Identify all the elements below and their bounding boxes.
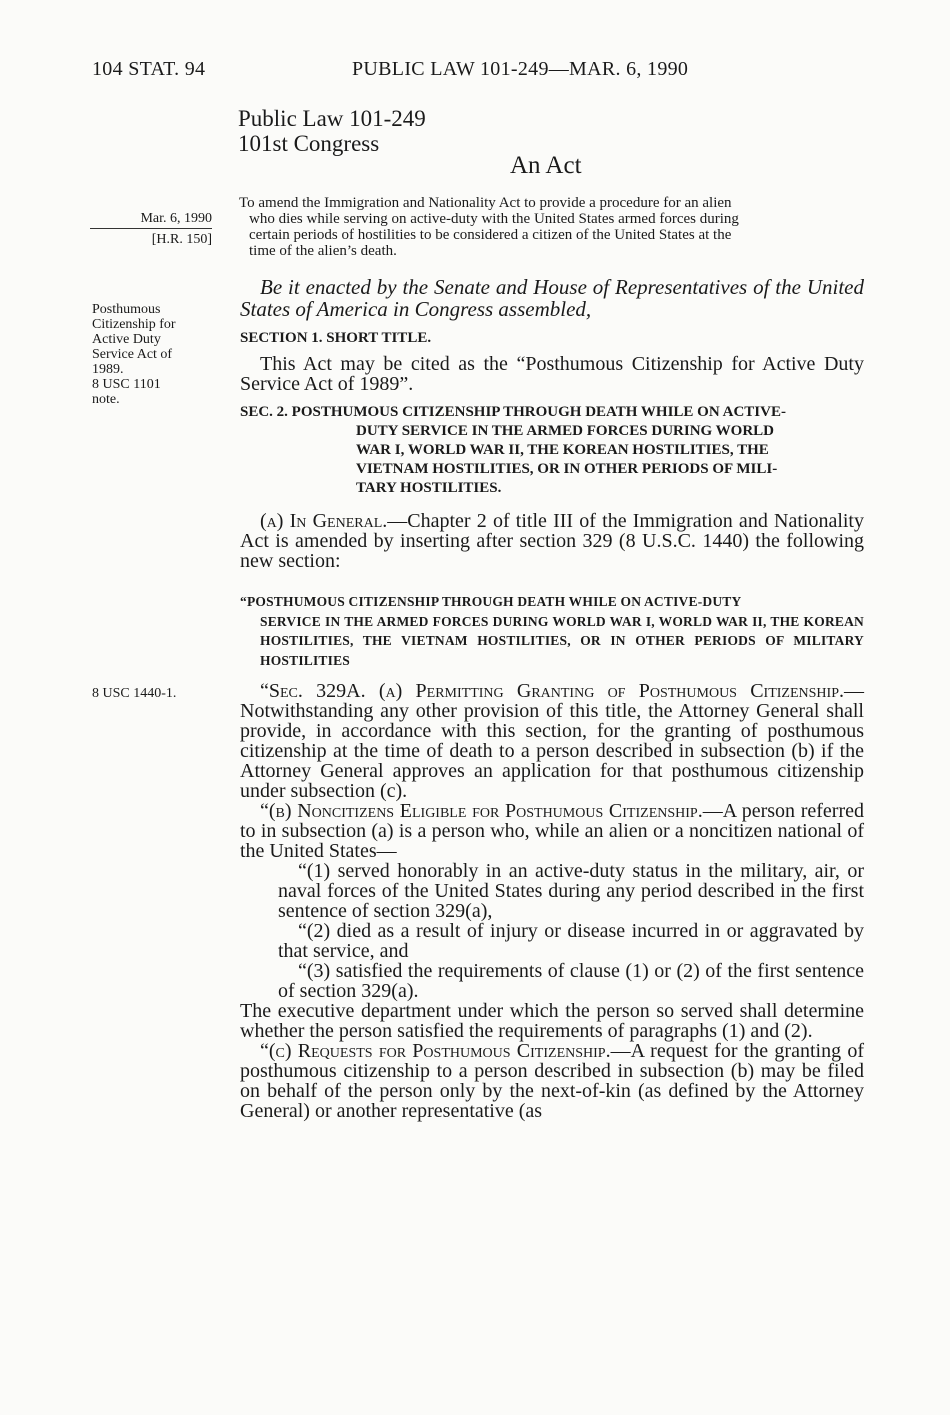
law-title-block <box>238 106 426 156</box>
purpose-line: time of the alien’s death. <box>249 243 397 259</box>
margin-short-title-note <box>92 302 210 407</box>
public-law-number: Public Law 101-249 <box>238 106 426 131</box>
clause-1 <box>240 861 864 921</box>
section-2-heading <box>240 403 864 498</box>
subsection-329a-a-text: —Notwithstanding any other provision of this title, the Attorney General shall provide, in accordance with this section, for the granting of posthumous citizenship at the time of death to a person described in subsection (b) if the Attorney General approves an application for that posthumous citizenship under subsection (c). <box>240 680 864 802</box>
section-1-text: This Act may be cited as the “Posthumous Citizenship for Active Duty Service Act of 1989”. <box>240 353 864 395</box>
clause-3 <box>240 961 864 1001</box>
margin-note-line: Posthumous <box>92 302 161 317</box>
subsection-329a-c-label: “(c) Requests for Posthumous Citizenship. <box>260 1040 611 1062</box>
congress-label: 101st Congress <box>238 131 380 156</box>
subsection-329a-b-text: —A person referred to in subsection (a) is a person who, while an alien or a noncitizen national of the United States— <box>240 800 864 862</box>
subsection-329a-b-label: “(b) Noncitizens Eligible for Posthumous Citizenship. <box>260 800 703 822</box>
section-2-heading-first: SEC. 2. POSTHUMOUS CITIZENSHIP THROUGH DEATH WHILE ON ACTIVE- <box>240 404 786 420</box>
enacting-clause: Be it enacted by the Senate and House of Representatives of the United States of America in Congress assembled, <box>240 275 864 321</box>
purpose-statement <box>240 195 864 259</box>
subsection-329a-a <box>240 681 864 801</box>
new-section-heading-first: “POSTHUMOUS CITIZENSHIP THROUGH DEATH WHILE ON ACTIVE-DUTY <box>240 594 742 609</box>
act-heading: An Act <box>510 152 582 179</box>
enactment-date: Mar. 6, 1990 <box>90 211 212 229</box>
subsection-a-paragraph <box>240 511 864 571</box>
clause-1-text: “(1) served honorably in an active-duty status in the military, air, or naval forces of the United States during any period described in the first sentence of section 329(a), <box>278 860 864 922</box>
subsection-329a-a-label: “Sec. 329A. (a) Permitting Granting of Posthumous Citizenship. <box>260 680 844 702</box>
margin-note-line: 1989. <box>92 362 124 377</box>
new-section-heading <box>240 592 864 670</box>
subsection-329a-b <box>240 801 864 861</box>
section-2-heading-line: VIETNAM HOSTILITIES, OR IN OTHER PERIODS OF MILI- <box>356 461 778 477</box>
new-section-heading-rest: SERVICE IN THE ARMED FORCES DURING WORLD WAR I, WORLD WAR II, THE KOREAN HOSTILITIES, THE VIETNAM HOSTILITIES, OR IN OTHER PERIODS OF MILITARY HOSTILITIES <box>260 613 864 668</box>
bill-number: [H.R. 150] <box>151 232 212 247</box>
clause-2-text: “(2) died as a result of injury or disease incurred in or aggravated by that service, and <box>278 920 864 962</box>
section-2-heading-line: WAR I, WORLD WAR II, THE KOREAN HOSTILITIES, THE <box>356 442 769 458</box>
running-title: PUBLIC LAW 101-249—MAR. 6, 1990 <box>352 58 689 80</box>
clause-2 <box>240 921 864 961</box>
purpose-line: certain periods of hostilities to be considered a citizen of the United States at the <box>249 227 732 243</box>
section-2-heading-line: DUTY SERVICE IN THE ARMED FORCES DURING WORLD <box>356 423 775 439</box>
section-2-heading-line: TARY HOSTILITIES. <box>356 480 502 496</box>
margin-note-line: 8 USC 1101 <box>92 377 161 392</box>
margin-note-line: Citizenship for <box>92 317 176 332</box>
subsection-a-text: —Chapter 2 of title III of the Immigration and Nationality Act is amended by inserting after section 329 (8 U.S.C. 1440) the following new section: <box>240 510 864 572</box>
subsection-329a-b-tail: The executive department under which the person so served shall determine whether the person satisfied the requirements of paragraphs (1) and (2). <box>240 1000 864 1042</box>
margin-note-line: Service Act of <box>92 347 173 362</box>
section-1-heading: SECTION 1. SHORT TITLE. <box>240 330 432 346</box>
section-329a-body <box>240 681 864 1121</box>
subsection-329a-c-text: —A request for the granting of posthumous citizenship to a person described in subsection (b) may be filed on behalf of the person only by the next-of-kin (as defined by the Attorney General) or another representative (as <box>240 1040 864 1122</box>
purpose-line: To amend the Immigration and Nationality Act to provide a procedure for an alien <box>239 195 732 211</box>
subsection-a-label: (a) In General. <box>260 510 388 532</box>
page-reference: 104 STAT. 94 <box>92 58 206 80</box>
clause-3-text: “(3) satisfied the requirements of clause (1) or (2) of the first sentence of section 329(a). <box>278 960 864 1002</box>
margin-usc-citation: 8 USC 1440-1. <box>92 686 177 701</box>
margin-date-block <box>90 211 212 247</box>
subsection-329a-c <box>240 1041 864 1121</box>
purpose-line: who dies while serving on active-duty with the United States armed forces during <box>249 211 739 227</box>
margin-note-line: note. <box>92 392 120 407</box>
margin-note-line: Active Duty <box>92 332 161 347</box>
